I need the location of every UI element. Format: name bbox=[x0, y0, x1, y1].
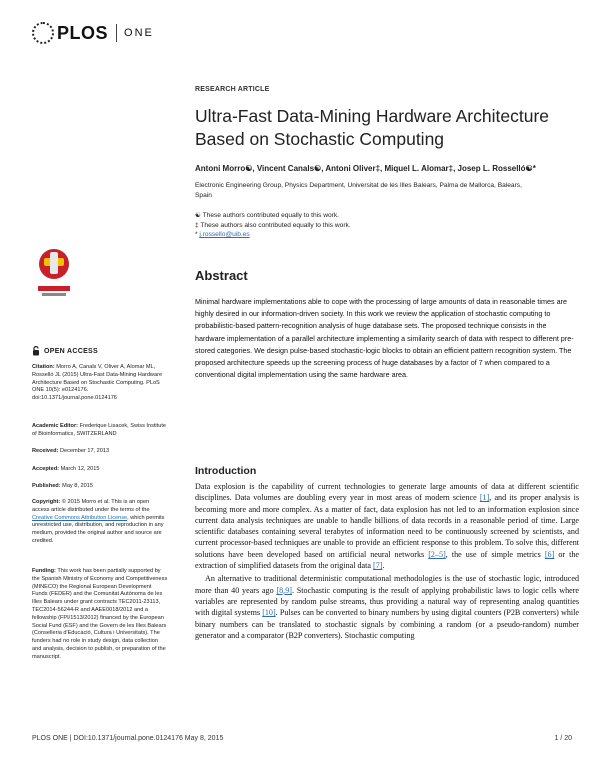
author-notes bbox=[195, 211, 575, 240]
accepted-date: March 12, 2015 bbox=[60, 466, 100, 472]
page-footer bbox=[32, 735, 572, 742]
ref-2-5-link[interactable]: [2–5] bbox=[428, 549, 446, 559]
published-block bbox=[32, 483, 168, 491]
accepted-label: Accepted: bbox=[32, 466, 60, 472]
funding-text: This work has been partially supported by the Spanish Ministry of Economy and Competitiveness (MINECO) the Regional European Development Funds (FEDER) and the Comunitat Autònoma de les Illes Balears under grant contracts TEC2011-23113, TEC2014-56244-R and AAEE0018/2012 and a fellowship (FPI/1513/2012) financed by the European Social Fund (ESF) and the Govern de les Illes Balears (Conselleria d'Educació, Cultura i Universitats). The funders had no role in study design, data collection and analysis, decision to publish, or preparation of the manuscript. bbox=[32, 568, 168, 660]
funding-block bbox=[32, 568, 168, 662]
intro-body bbox=[195, 481, 579, 641]
ref-8-9-link[interactable]: [8,9] bbox=[276, 585, 292, 595]
funding-label: Funding: bbox=[32, 568, 56, 574]
open-access-lock-icon bbox=[32, 346, 40, 356]
received-block bbox=[32, 448, 168, 456]
intro-paragraph-1: Data explosion is the capability of current technologies to generate large amounts of data at different scientific disciplines. Data volumes are doubling every year in most areas of modern science [1], and its proper analysis is becoming more and more complex. As a matter of fact, data explosion has not led to an information explosion since current data analysis techniques are unable to handle billions of data records in a reasonable period of time. Large scientific databases containing several terabytes of information need to be continuously screened by scientists, and current processor-based techniques are unable to provide an efficient response to this problem. To solve this, different solutions have been developed based on artificial neural networks [2–5], the use of simple metrics [6] or the extraction of simplified datasets from the original data [7]. bbox=[195, 482, 579, 571]
citation-label: Citation: bbox=[32, 364, 55, 370]
received-date: December 17, 2013 bbox=[60, 448, 110, 454]
published-date: May 8, 2015 bbox=[62, 483, 93, 489]
license-link[interactable]: Creative Commons Attribution License bbox=[32, 514, 128, 521]
copyright-block bbox=[32, 499, 168, 546]
copyright-text-end: , which permits unrestricted use, distribution, and reproduction in any medium, provided the original author and source are credited. bbox=[32, 514, 165, 544]
citation-block bbox=[32, 364, 168, 403]
open-access-label: OPEN ACCESS bbox=[44, 347, 98, 355]
footer-citation: PLOS ONE | DOI:10.1371/journal.pone.0124176 May 8, 2015 bbox=[32, 735, 224, 742]
editor-label: Academic Editor: bbox=[32, 423, 79, 429]
plos-logo bbox=[32, 22, 154, 44]
intro-paragraph-2: An alternative to traditional deterministic computational methodologies is the use of stochastic logic, introduced more than 40 years ago [8,9]. Stochastic computing is the result of applying probabilistic laws to logic cells where variables are represented by random pulse streams, thus providing a natural way of representing analog quantities with digital systems [10]. Pulses can be converted to binary numbers by using digital counters (P2B converters) while binary numbers can be translated to stochastic signals by combining a random (or a pseudo-random) number generator and a comparator (B2P converters). Stochastic computing bbox=[195, 574, 579, 640]
copyright-label: Copyright: bbox=[32, 499, 61, 505]
plos-logo-icon bbox=[32, 22, 54, 44]
note-equal-contribution: ☯ These authors contributed equally to this work. bbox=[195, 212, 339, 219]
affiliation: Electronic Engineering Group, Physics Department, Universitat de les Illes Balears, Palma de Mallorca, Balears, Spain bbox=[195, 182, 522, 199]
ref-10-link[interactable]: [10] bbox=[262, 608, 276, 618]
email-link[interactable]: j.rossello@uib.es bbox=[199, 231, 250, 239]
ref-6-link[interactable]: [6] bbox=[544, 549, 555, 559]
ref-1-link[interactable]: [1] bbox=[479, 493, 490, 503]
logo-separator bbox=[116, 24, 117, 42]
accepted-block bbox=[32, 466, 168, 474]
crossmark-icon[interactable] bbox=[34, 246, 74, 302]
author-list: Antoni Morro☯, Vincent Canals☯, Antoni Oliver‡, Miquel L. Alomar‡, Josep L. Rosselló☯* bbox=[195, 164, 536, 173]
published-label: Published: bbox=[32, 483, 61, 489]
ref-7-link[interactable]: [7] bbox=[373, 561, 383, 571]
intro-heading: Introduction bbox=[195, 465, 257, 477]
article-type: RESEARCH ARTICLE bbox=[195, 86, 270, 93]
editor-text: Frederique Lisacek, Swiss Institute of Bioinformatics, SWITZERLAND bbox=[32, 423, 167, 437]
journal-name: ONE bbox=[124, 27, 154, 39]
citation-text: Morro A, Canals V, Oliver A, Alomar ML, Rosselló JL (2015) Ultra-Fast Data-Mining Hardware Architecture Based on Stochastic Computing. PLoS ONE 10(5): e0124176. doi:10.1371/journal.pone.0124176 bbox=[32, 364, 163, 402]
corresponding-email bbox=[195, 230, 575, 240]
note-also-contribution: ‡ These authors also contributed equally to this work. bbox=[195, 221, 351, 229]
abstract-text: Minimal hardware implementations able to cope with the processing of large amounts of data in reasonable times are highly desired in our information-driven society. In this work we review the application of stochastic computing to probabilistic-based pattern-recognition analysis of huge database sets. The proposed technique consists in the hardware implementation of a parallel architecture implementing a similarity search of data with respect to different pre-stored categories. We design pulse-based stochastic-logic blocks to obtain an efficient pattern recognition system. The proposed architecture speeds up the screening process of huge databases by a factor of 7 when compared to a conventional digital implementation using the same hardware area. bbox=[195, 297, 574, 380]
email-mark: * bbox=[195, 231, 198, 239]
copyright-text: © 2015 Morro et al. This is an open access article distributed under the terms of the bbox=[32, 499, 150, 513]
open-access-badge bbox=[32, 346, 98, 356]
received-label: Received: bbox=[32, 448, 59, 454]
abstract-heading: Abstract bbox=[195, 268, 248, 283]
plos-brand: PLOS bbox=[57, 22, 109, 43]
page-number: 1 / 20 bbox=[554, 735, 572, 742]
editor-block bbox=[32, 423, 168, 439]
article-title: Ultra-Fast Data-Mining Hardware Architecture Based on Stochastic Computing bbox=[195, 106, 550, 149]
